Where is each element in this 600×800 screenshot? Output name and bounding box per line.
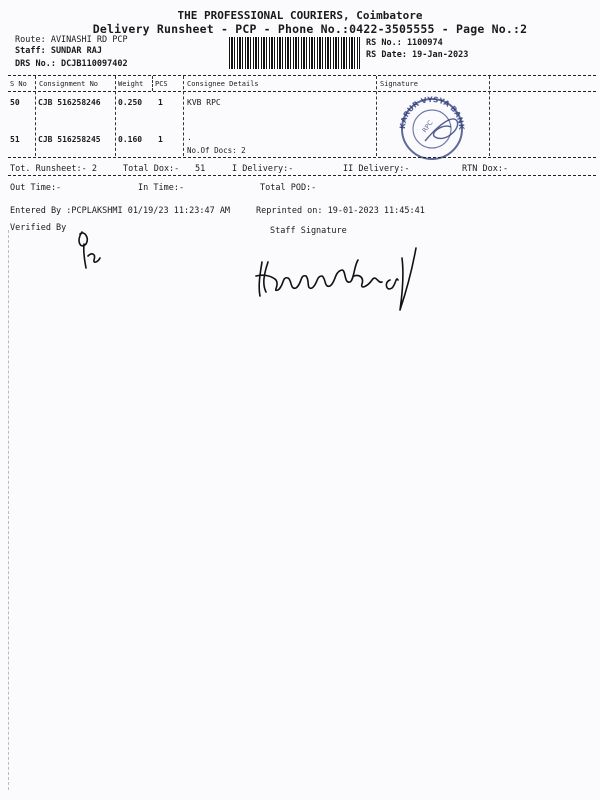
total-dox-value: 51 [195,164,206,174]
row-consignee: KVB RPC [187,98,221,107]
route-label: Route: AVINASHI RD PCP [15,35,128,45]
total-pod: Total POD:- [260,183,317,193]
col-sep [376,76,377,156]
totals-rule [8,175,596,176]
col-sep [152,76,153,91]
row-pcs: 1 [158,135,163,144]
entered-by: Entered By :PCPLAKSHMI 01/19/23 11:23:47 AM [10,206,231,216]
col-header-sno: S No [10,80,27,88]
rs-date: RS Date: 19-Jan-2023 [366,50,469,60]
in-time: In Time:- [138,183,185,193]
rs-number: RS No.: 1100974 [366,38,443,48]
barcode [229,37,360,69]
i-delivery: I Delivery:- [232,164,294,174]
col-header-pcs: PCS [155,80,168,88]
bank-stamp [395,93,471,161]
verified-by-label: Verified By [10,223,67,233]
col-header-weight: Weight [118,80,144,88]
col-sep [489,76,490,156]
row-weight: 0.160 [118,135,143,144]
col-sep [183,76,184,156]
row-consignment: CJB 516258245 [38,135,101,144]
row-weight: 0.250 [118,98,143,107]
verifier-signature [74,226,110,272]
staff-label: Staff: SUNDAR RAJ [15,46,102,56]
row-sno: 51 [10,135,20,144]
row-sno: 50 [10,98,20,107]
svg-text:KARUR VYSYA BANK RPC: KARUR VYSYA BANK [397,94,467,131]
svg-text:RPC: RPC [420,118,435,135]
col-header-consignment: Consignment No [39,80,99,88]
company-title: THE PROFESSIONAL COURIERS, Coimbatore [177,9,423,22]
runsheet-subtitle: Delivery Runsheet - PCP - Phone No.:0422-3505555 - Page No.:2 [92,22,528,36]
row-consignment: CJB 516258246 [38,98,101,107]
table-bottom-rule [8,157,596,158]
staff-signature [250,240,430,316]
col-header-signature: Signature [380,80,418,88]
table-top-rule [8,75,596,76]
col-header-consignee: Consignee Details [187,80,259,88]
col-sep [35,76,36,156]
ii-delivery: II Delivery:- [343,164,410,174]
page-margin-rule [8,230,9,790]
table-header-rule [8,91,596,92]
drs-number: DRS No.: DCJB110097402 [15,59,128,69]
staff-signature-label: Staff Signature [270,226,347,236]
row-pcs: 1 [158,98,163,107]
row-consignee: . [187,133,192,142]
col-sep [115,76,116,156]
total-runsheet: Tot. Runsheet:- 2 [10,164,97,174]
docs-count: No.Of Docs: 2 [187,146,246,155]
reprinted-on: Reprinted on: 19-01-2023 11:45:41 [256,206,425,216]
rtn-dox: RTN Dox:- [462,164,509,174]
out-time: Out Time:- [10,183,62,193]
total-dox-label: Total Dox:- [123,164,180,174]
